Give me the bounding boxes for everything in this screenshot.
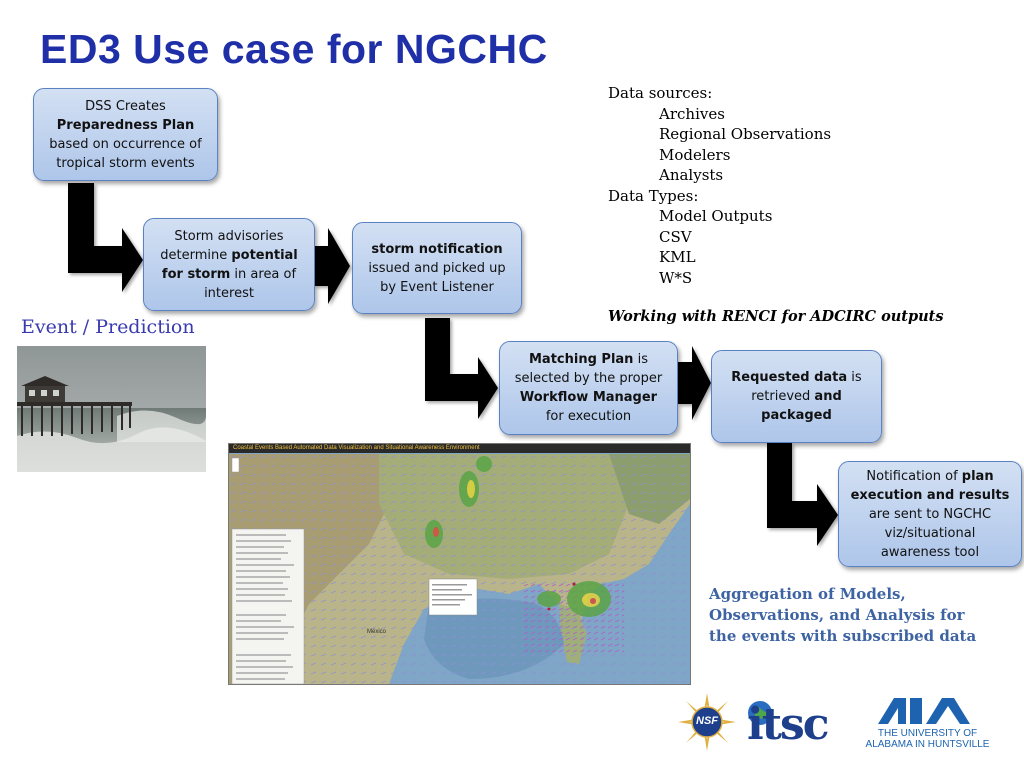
arrow-storm-to-notif [314, 228, 350, 304]
data-source-item: Archives [659, 104, 725, 123]
box-notification-results [838, 461, 1022, 567]
box-text: awareness tool [880, 544, 980, 560]
box-text: is [847, 370, 862, 385]
box-storm-notification [352, 222, 522, 314]
map-country-label: México [367, 629, 387, 635]
uah-logo-line2: ALABAMA IN HUNTSVILLE [865, 739, 990, 750]
box-text: by Event Listener [380, 279, 494, 295]
aggregation-note [709, 584, 976, 647]
aggregation-line: Observations, and Analysis for [709, 606, 965, 624]
itsc-logo-text: itsc [747, 699, 828, 750]
box-text: for execution [545, 409, 632, 424]
box-text-bold: potential [231, 247, 298, 263]
box-text-bold: Matching Plan [529, 352, 634, 367]
box-text: viz/situational [884, 525, 976, 541]
box-text: interest [204, 285, 254, 301]
box-text-bold: Workflow Manager [519, 390, 658, 405]
box-dss-preparedness-plan [33, 88, 218, 181]
event-prediction-label: Event / Prediction [21, 316, 195, 338]
itsc-logo [745, 700, 857, 750]
aggregation-line: Aggregation of Models, [709, 585, 906, 603]
data-type-item: CSV [659, 227, 692, 246]
arrow-req-to-final [767, 443, 838, 546]
box-storm-advisories [143, 218, 315, 311]
storm-pier-photo [17, 346, 206, 472]
box-requested-data [711, 350, 882, 443]
data-type-item: KML [659, 248, 696, 266]
data-sources-list [608, 83, 831, 288]
arrow-match-to-req [678, 346, 711, 420]
box-text: Storm advisories [174, 228, 284, 244]
box-text: in area of [230, 266, 297, 282]
box-text: DSS Creates [85, 98, 166, 114]
box-text-bold: Preparedness Plan [56, 117, 195, 133]
data-source-item: Analysts [659, 166, 724, 184]
box-text-bold: Requested data [731, 370, 848, 385]
coastal-events-map-screenshot [228, 443, 691, 685]
renci-note: Working with RENCI for ADCIRC outputs [608, 308, 944, 325]
box-text: is [633, 352, 648, 367]
box-text-bold: for storm [161, 266, 231, 282]
box-text-bold: and [814, 389, 842, 404]
box-matching-plan [499, 341, 678, 435]
box-text-bold: execution and results [850, 487, 1010, 503]
page-title: ED3 Use case for NGCHC [40, 26, 548, 72]
box-text-bold: plan [961, 468, 994, 484]
box-text: issued and picked up [368, 260, 506, 276]
arrow-notif-to-match [425, 318, 498, 419]
nsf-logo-text: NSF [696, 715, 718, 727]
box-text: determine [160, 247, 232, 263]
data-sources-heading: Data sources: [608, 84, 713, 102]
box-text: Notification of [866, 468, 962, 484]
box-text: retrieved [751, 389, 815, 404]
data-source-item: Modelers [659, 145, 731, 164]
uah-logo [860, 696, 995, 752]
box-text: tropical storm events [56, 155, 195, 171]
data-type-item: Model Outputs [659, 207, 773, 225]
nsf-logo [678, 693, 736, 751]
data-source-item: Regional Observations [659, 125, 832, 143]
box-text: selected by the proper [514, 371, 663, 386]
data-types-heading: Data Types: [608, 186, 699, 205]
box-text-bold: packaged [761, 408, 832, 423]
arrow-dss-to-storm [68, 183, 143, 292]
uah-logo-line1: THE UNIVERSITY OF [877, 728, 978, 739]
box-text: are sent to NGCHC [868, 506, 992, 522]
data-type-item: W*S [659, 268, 693, 287]
aggregation-line: the events with subscribed data [709, 627, 977, 645]
map-header-bar: Coastal Events Based Automated Data Visualization and Situational Awareness Environment [229, 444, 690, 453]
box-text: based on occurrence of [49, 136, 202, 152]
box-text-bold: storm notification [371, 241, 503, 257]
